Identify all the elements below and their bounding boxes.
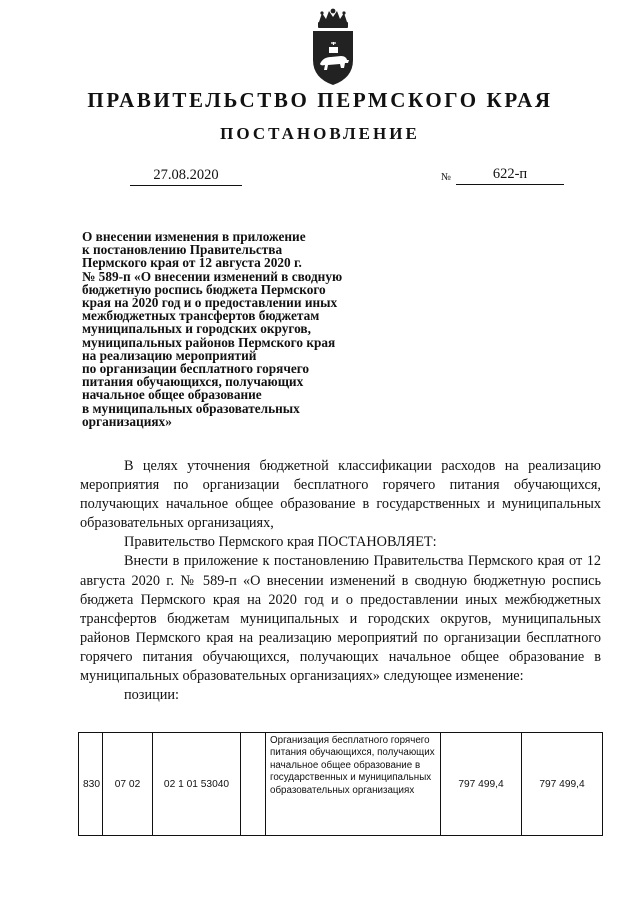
subject-line: по организации бесплатного горячего bbox=[82, 361, 310, 377]
subject-line: Пермского края от 12 августа 2020 г. bbox=[82, 255, 302, 271]
budget-allocation-table bbox=[78, 732, 603, 836]
table-row bbox=[79, 733, 603, 836]
section-code-cell: 07 02 bbox=[103, 733, 153, 836]
subject-line: бюджетную роспись бюджета Пермского bbox=[82, 281, 326, 297]
amount-cell: 797 499,4 bbox=[441, 733, 522, 836]
subject-line: муниципальных и городских округов, bbox=[82, 321, 311, 337]
resolution-paragraph: Правительство Пермского края ПОСТАНОВЛЯЕТ: bbox=[124, 534, 437, 551]
subject-line: № 589-п «О внесении изменений в сводную bbox=[82, 268, 343, 284]
subject-line: в муниципальных образовательных bbox=[82, 400, 300, 416]
subject-line: межбюджетных трансфертов бюджетам bbox=[82, 308, 320, 324]
amendment-paragraph: Внести в приложение к постановлению Правительства Пермского края от 12 августа 2020 г. № 589-п «О внесении изменений в сводную бюджетную роспись бюджета Пермского края на 2020 год и о предоставлении иных межбюджетных трансфертов бюджетам муниципальных и городских округов, муниципальных районов Пермского края на реализацию мероприятий по организации бесплатного горячего питания обучающихся, получающих начальное общее образование в муниципальных образовательных организациях» следующее изменение: bbox=[80, 553, 601, 685]
subject-line: питания обучающихся, получающих bbox=[82, 374, 304, 390]
target-article-cell: 02 1 01 53040 bbox=[153, 733, 241, 836]
ministry-code-cell: 830 bbox=[79, 733, 103, 836]
document-subject bbox=[82, 230, 422, 428]
number-sign: № bbox=[441, 172, 452, 183]
amount-cell: 797 499,4 bbox=[522, 733, 603, 836]
document-type-title: ПОСТАНОВЛЕНИЕ bbox=[220, 124, 420, 143]
document-number: 622-п bbox=[456, 166, 564, 185]
perm-krai-coat-of-arms-icon bbox=[305, 8, 361, 88]
subject-line: к постановлению Правительства bbox=[82, 242, 283, 258]
preamble-paragraph: В целях уточнения бюджетной классификации расходов на реализацию мероприятия по организации бесплатного горячего питания обучающихся, получающих начальное общее образование в государственных и муниципальных образовательных организациях, bbox=[80, 458, 601, 532]
subject-line: О внесении изменения в приложение bbox=[82, 229, 306, 244]
subject-line: начальное общее образование bbox=[82, 387, 262, 403]
description-cell: Организация бесплатного горячего питания обучающихся, получающих начальное общее образование в государственных и муниципальных образовательных организациях bbox=[266, 733, 441, 836]
expense-type-cell bbox=[241, 733, 266, 836]
document-body bbox=[80, 457, 601, 705]
subject-line: муниципальных районов Пермского края bbox=[82, 334, 336, 350]
subject-line: края на 2020 год и о предоставлении иных bbox=[82, 295, 338, 311]
subject-line: на реализацию мероприятий bbox=[82, 347, 257, 363]
positions-label: позиции: bbox=[124, 687, 180, 704]
document-date: 27.08.2020 bbox=[130, 167, 242, 186]
government-title: ПРАВИТЕЛЬСТВО ПЕРМСКОГО КРАЯ bbox=[87, 88, 553, 112]
subject-line: организациях» bbox=[82, 413, 172, 429]
